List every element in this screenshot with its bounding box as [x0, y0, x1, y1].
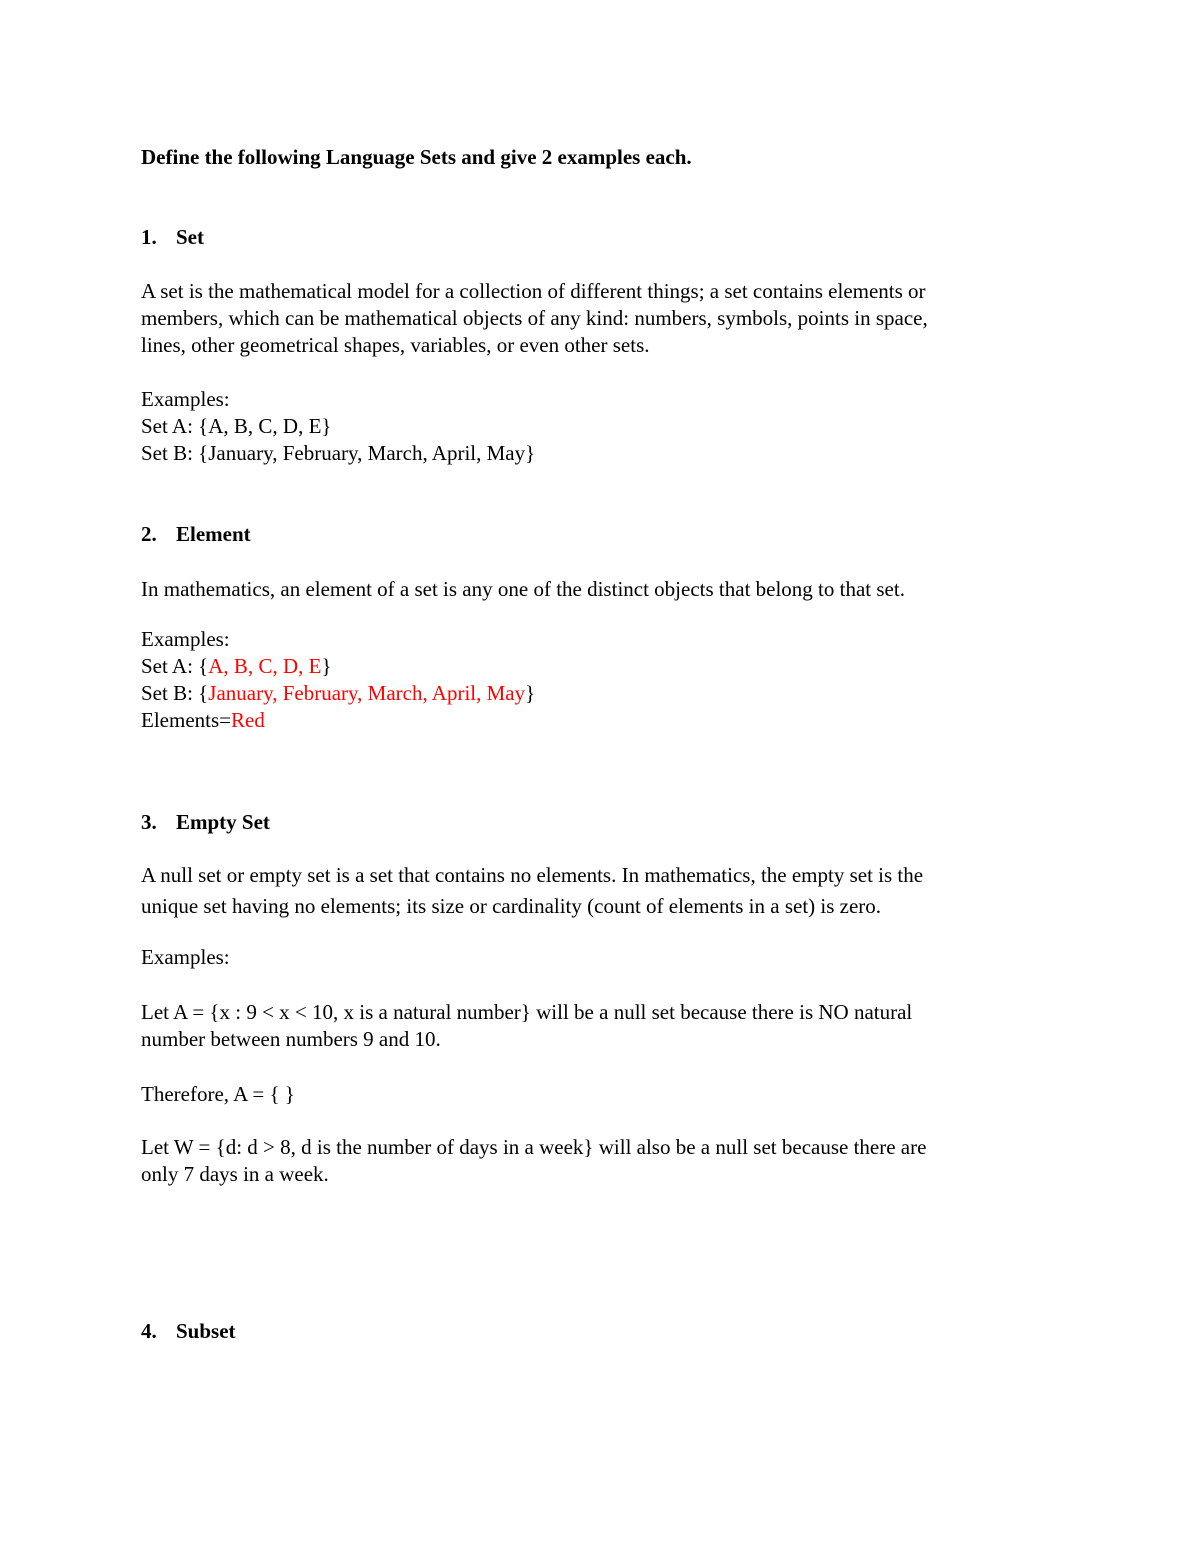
legend-prefix: Elements=	[141, 708, 231, 732]
section-title: Empty Set	[176, 810, 270, 834]
section-heading-subset	[141, 1318, 1041, 1345]
example-line: Set A: {A, B, C, D, E}	[141, 414, 332, 438]
legend-value: Red	[231, 708, 265, 732]
section-number: 2.	[141, 522, 157, 546]
definition-line: members, which can be mathematical objects of any kind: numbers, symbols, points in space,	[141, 306, 928, 330]
example-line: Let W = {d: d > 8, d is the number of days in a week} will also be a null set because there are	[141, 1135, 927, 1159]
color-legend	[141, 707, 1041, 734]
section-number: 4.	[141, 1319, 157, 1343]
section-number: 1.	[141, 225, 157, 249]
examples-label: Examples:	[141, 945, 230, 969]
section-heading-element	[141, 521, 1041, 548]
definition-line: In mathematics, an element of a set is any one of the distinct objects that belong to that set.	[141, 577, 905, 601]
therefore-line: Therefore, A = { }	[141, 1082, 295, 1106]
example-line: Set B: {January, February, March, April, May}	[141, 441, 536, 465]
section-title: Element	[176, 522, 251, 546]
definition-line: A set is the mathematical model for a collection of different things; a set contains elements or	[141, 279, 926, 303]
highlighted-elements: A, B, C, D, E	[208, 654, 322, 678]
section-heading-set	[141, 224, 1041, 251]
highlighted-elements: January, February, March, April, May	[208, 681, 526, 705]
examples-label: Examples:	[141, 627, 230, 651]
example-line	[141, 680, 1041, 707]
example-line: number between numbers 9 and 10.	[141, 1027, 441, 1051]
page-title: Define the following Language Sets and give 2 examples each.	[141, 145, 692, 169]
section-title: Subset	[176, 1319, 236, 1343]
set-prefix: Set B: {	[141, 681, 209, 705]
definition-line: unique set having no elements; its size or cardinality (count of elements in a set) is zero.	[141, 894, 882, 918]
examples-label: Examples:	[141, 387, 230, 411]
section-title: Set	[176, 225, 204, 249]
set-suffix: }	[525, 681, 536, 705]
set-suffix: }	[321, 654, 332, 678]
example-line	[141, 653, 1041, 680]
set-prefix: Set A: {	[141, 654, 209, 678]
section-heading-empty-set	[141, 809, 1041, 836]
definition-line: lines, other geometrical shapes, variables, or even other sets.	[141, 333, 650, 357]
section-number: 3.	[141, 810, 157, 834]
example-line: only 7 days in a week.	[141, 1162, 329, 1186]
definition-line: A null set or empty set is a set that contains no elements. In mathematics, the empty set is the	[141, 863, 924, 887]
example-line: Let A = {x : 9 < x < 10, x is a natural number} will be a null set because there is NO natural	[141, 1000, 913, 1024]
